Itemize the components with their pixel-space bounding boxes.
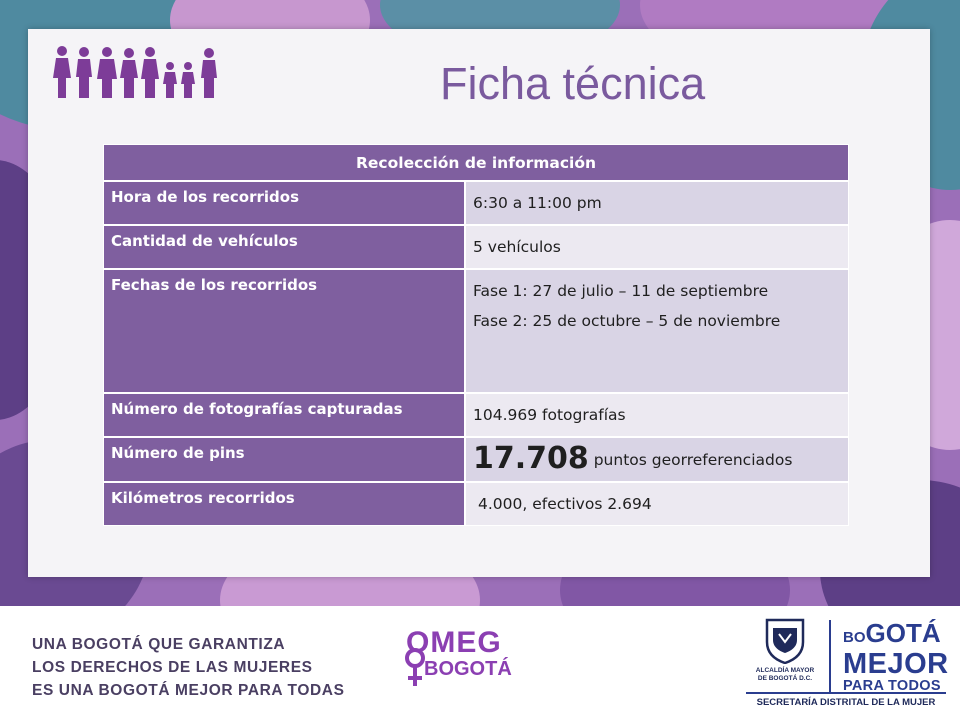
alcaldia-text-line: DE BOGOTÁ D.C. xyxy=(757,675,813,682)
row-value: 6:30 a 11:00 pm xyxy=(465,181,849,225)
female-symbol-icon xyxy=(404,648,426,690)
family-figures-icon xyxy=(52,44,220,100)
table-row xyxy=(103,393,849,437)
row-label: Número de fotografías capturadas xyxy=(103,393,465,437)
omeg-logo xyxy=(404,628,512,680)
row-label: Cantidad de vehículos xyxy=(103,225,465,269)
phase-1-dates: Fase 1: 27 de julio – 11 de septiembre xyxy=(473,282,769,300)
row-label: Hora de los recorridos xyxy=(103,181,465,225)
brand-small-text: BO xyxy=(843,629,866,646)
alcaldia-logo xyxy=(750,616,820,683)
slogan-line: LOS DERECHOS DE LAS MUJERES xyxy=(32,659,313,676)
table-row xyxy=(103,269,849,393)
table-header-row xyxy=(103,144,849,181)
row-value xyxy=(465,437,849,482)
row-value: 104.969 fotografías xyxy=(465,393,849,437)
brand-line-mejor: MEJOR xyxy=(843,648,949,680)
slogan-line: ES UNA BOGOTÁ MEJOR PARA TODAS xyxy=(32,682,345,699)
alcaldia-text-line: ALCALDÍA MAYOR xyxy=(755,667,815,674)
coat-of-arms-icon xyxy=(763,616,807,664)
bogota-mejor-logo xyxy=(843,620,949,694)
footer xyxy=(0,606,960,720)
table-header: Recolección de información xyxy=(103,144,849,181)
slide-title: Ficha técnica xyxy=(440,58,706,109)
brand-line-para-todos: PARA TODOS xyxy=(843,678,941,694)
row-label: Kilómetros recorridos xyxy=(103,482,465,526)
slogan-line: UNA BOGOTÁ QUE GARANTIZA xyxy=(32,636,286,653)
technical-sheet-table xyxy=(103,144,849,526)
brand-text: GOTÁ xyxy=(865,618,941,648)
phase-2-dates: Fase 2: 25 de octubre – 5 de noviembre xyxy=(473,312,781,330)
pins-unit: puntos georreferenciados xyxy=(593,451,793,469)
pins-count: 17.708 xyxy=(473,441,589,476)
table-row xyxy=(103,225,849,269)
row-label: Fechas de los recorridos xyxy=(103,269,465,393)
table-row xyxy=(103,437,849,482)
secretaria-label: SECRETARÍA DISTRITAL DE LA MUJER xyxy=(746,692,946,708)
row-label: Número de pins xyxy=(103,437,465,482)
row-value: 4.000, efectivos 2.694 xyxy=(465,482,849,526)
row-value: 5 vehículos xyxy=(465,225,849,269)
table-row xyxy=(103,181,849,225)
omeg-logo-text: OMEG xyxy=(406,626,502,659)
omeg-logo-subtext: BOGOTÁ xyxy=(424,658,512,680)
row-value xyxy=(465,269,849,393)
footer-slogan xyxy=(32,633,345,702)
logo-divider xyxy=(829,620,831,694)
table-row xyxy=(103,482,849,526)
